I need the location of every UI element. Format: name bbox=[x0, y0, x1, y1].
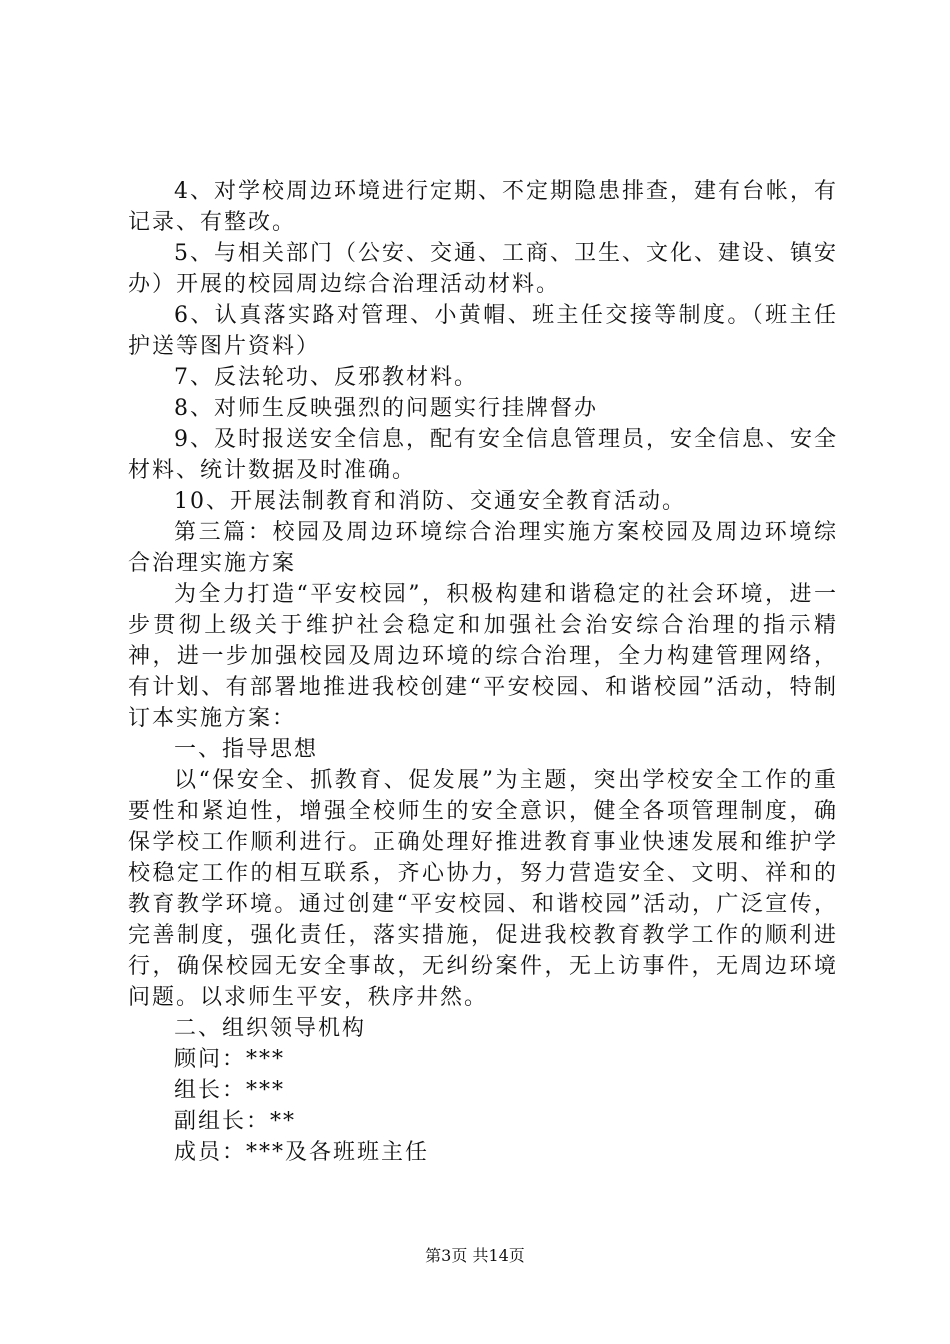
roster-leader: 组长：*** bbox=[174, 1078, 286, 1103]
roster-advisor: 顾问：*** bbox=[174, 1047, 286, 1072]
guiding-thought-paragraph: 以“保安全、抓教育、促发展”为主题，突出学校安全工作的重要性和紧迫性，增强全校师生的安全意识，健全各项管理制度，确保学校工作顺利进行。正确处理好推进教育事业快速发展和维护学校稳定工作的相互联系，齐心协力，努力营造安全、文明、祥和的教育教学环境。通过创建“平安校园、和谐校园”活动，广泛宣传，完善制度，强化责任，落实措施，促进我校教育教学工作的顺利进行，确保校园无安全事故，无纠纷案件，无上访事件，无周边环境问题。以求师生平安，秩序井然。 bbox=[128, 768, 838, 1010]
paragraph-item-6: 6、认真落实路对管理、小黄帽、班主任交接等制度。（班主任护送等图片资料） bbox=[128, 303, 838, 359]
heading-guiding-thought: 一、指导思想 bbox=[174, 737, 319, 762]
paragraph-item-10: 10、开展法制教育和消防、交通安全教育活动。 bbox=[174, 489, 686, 514]
roster-deputy-leader: 副组长：** bbox=[174, 1109, 297, 1134]
paragraph-item-9: 9、及时报送安全信息，配有安全信息管理员，安全信息、安全材料、统计数据及时准确。 bbox=[128, 427, 838, 483]
paragraph-item-5: 5、与相关部门（公安、交通、工商、卫生、文化、建设、镇安办）开展的校园周边综合治理活动材料。 bbox=[128, 241, 838, 297]
paragraph-item-7: 7、反法轮功、反邪教材料。 bbox=[174, 365, 478, 390]
page-number-footer: 第3页 共14页 bbox=[425, 1246, 525, 1265]
roster-members: 成员：***及各班班主任 bbox=[174, 1140, 430, 1165]
paragraph-item-4: 4、对学校周边环境进行定期、不定期隐患排查，建有台帐，有记录、有整改。 bbox=[128, 179, 838, 235]
paragraph-item-8: 8、对师生反映强烈的问题实行挂牌督办 bbox=[174, 396, 598, 421]
intro-paragraph: 为全力打造“平安校园”，积极构建和谐稳定的社会环境，进一步贯彻上级关于维护社会稳定和加强社会治安综合治理的指示精神，进一步加强校园及周边环境的综合治理，全力构建管理网络，有计划、有部署地推进我校创建“平安校园、和谐校园”活动，特制订本实施方案： bbox=[128, 582, 838, 731]
section-heading-part-three: 第三篇：校园及周边环境综合治理实施方案校园及周边环境综合治理实施方案 bbox=[128, 520, 838, 576]
heading-leadership: 二、组织领导机构 bbox=[174, 1016, 367, 1041]
document-body bbox=[128, 176, 838, 1168]
